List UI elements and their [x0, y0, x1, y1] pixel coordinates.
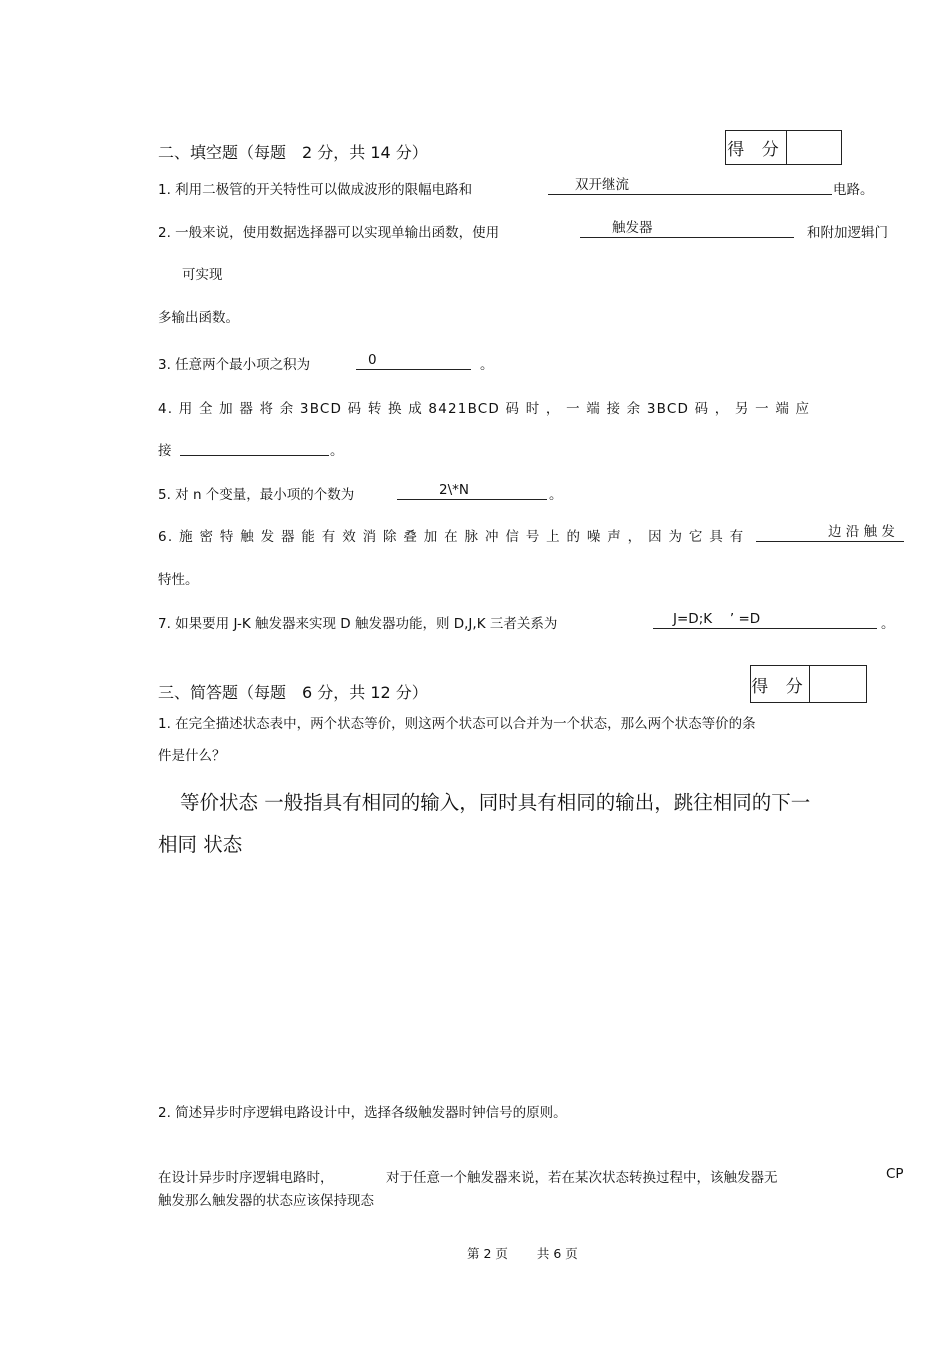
fill-q6-blank[interactable]: [756, 524, 904, 542]
score-label: 得 分: [751, 666, 810, 702]
fill-q6-answer: 边 沿 触 发: [828, 524, 895, 540]
section2-score-box: [725, 130, 842, 165]
score-cell[interactable]: [810, 666, 866, 702]
fill-q4-after: 。: [330, 443, 344, 459]
fill-q6-line2: 特性。: [158, 572, 199, 588]
fill-q1-blank[interactable]: [548, 177, 832, 195]
fill-q2-text: 2. 一般来说，使用数据选择器可以实现单输出函数，使用: [158, 225, 500, 241]
short-q1-line2: 件是什么？: [158, 748, 226, 764]
short-q2-question: 2. 简述异步时序逻辑电路设计中，选择各级触发器时钟信号的原则。: [158, 1105, 567, 1121]
page-footer: 第 2 页 共 6 页: [467, 1246, 578, 1261]
fill-q7-text: 7. 如果要用 J-K 触发器来实现 D 触发器功能，则 D,J,K 三者关系为: [158, 616, 558, 632]
fill-q3-answer: 0: [368, 352, 377, 368]
short-q2-answer-line2: 触发那么触发器的状态应该保持现态: [158, 1193, 374, 1209]
fill-q5-text: 5. 对 n 个变量，最小项的个数为: [158, 487, 355, 503]
fill-q4-text: 4. 用 全 加 器 将 余 3BCD 码 转 换 成 8421BCD 码 时 ， 一 端 接 余 3BCD 码 ， 另 一 端 应: [158, 401, 811, 417]
fill-q6-text: 6. 施 密 特 触 发 器 能 有 效 消 除 叠 加 在 脉 冲 信 号 上 的 噪 声 ， 因 为 它 具 有: [158, 529, 745, 545]
fill-q1-text: 1. 利用二极管的开关特性可以做成波形的限幅电路和: [158, 182, 473, 198]
section2-title: 二、填空题（每题 2 分，共 14 分）: [158, 143, 428, 162]
score-cell[interactable]: [787, 131, 841, 164]
fill-q2-line3: 多输出函数。: [158, 310, 239, 326]
section3-title: 三、简答题（每题 6 分，共 12 分）: [158, 683, 428, 702]
short-q2-answer-part3: CP: [886, 1166, 904, 1182]
fill-q2-answer: 触发器: [612, 220, 653, 236]
fill-q7-blank[interactable]: [653, 611, 877, 629]
short-q1-line1: 1. 在完全描述状态表中，两个状态等价，则这两个状态可以合并为一个状态，那么两个状态等价的条: [158, 716, 756, 732]
fill-q4-line2: 接: [158, 443, 172, 459]
fill-q5-answer: 2\*N: [439, 482, 469, 498]
fill-q2-line2: 可实现: [182, 267, 223, 283]
short-q1-answer-line1: 等价状态 一般指具有相同的输入，同时具有相同的输出，跳往相同的下一: [180, 791, 811, 814]
short-q1-answer-line2: 相同 状态: [158, 833, 243, 856]
fill-q1-answer: 双开继流: [575, 177, 629, 193]
section3-score-box: [750, 665, 867, 703]
fill-q3-blank[interactable]: [356, 352, 471, 370]
fill-q7-answer: J=D;K ’ =D: [673, 611, 761, 627]
fill-q5-blank[interactable]: [397, 482, 547, 500]
fill-q2-blank[interactable]: [580, 220, 794, 238]
fill-q1-after: 电路。: [833, 182, 874, 198]
fill-q3-text: 3. 任意两个最小项之积为: [158, 357, 311, 373]
short-q2-answer-part2: 对于任意一个触发器来说，若在某次状态转换过程中，该触发器无: [386, 1170, 778, 1186]
fill-q3-after: 。: [480, 357, 494, 373]
score-label: 得 分: [726, 131, 787, 164]
fill-q7-after: 。: [881, 616, 895, 632]
fill-q5-after: 。: [549, 487, 563, 503]
short-q2-answer-part1: 在设计异步时序逻辑电路时，: [158, 1170, 334, 1186]
fill-q4-blank[interactable]: [180, 438, 329, 456]
fill-q2-after: 和附加逻辑门: [807, 225, 888, 241]
